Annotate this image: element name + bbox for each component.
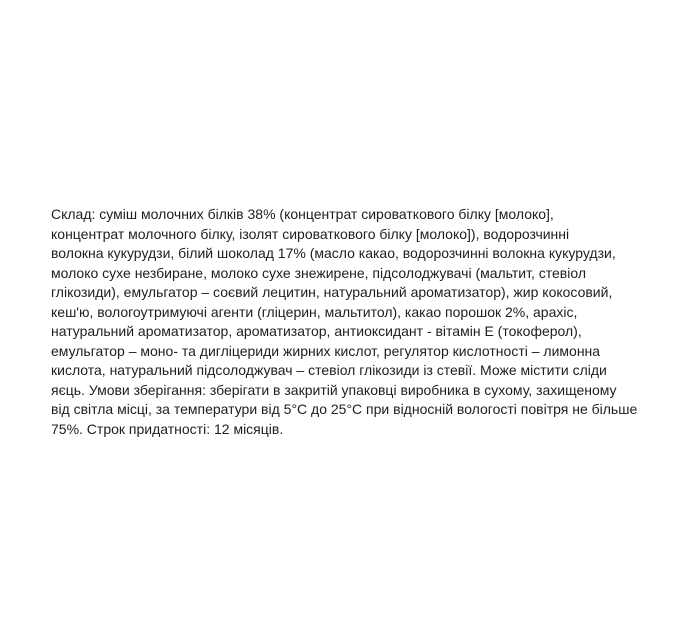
text-line: від світла місці, за температури від 5°C до 25°C при відносній вологості повітря не більше: [51, 401, 638, 417]
text-line: яєць. Умови зберігання: зберігати в закритій упаковці виробника в сухому, захищеному: [51, 381, 617, 398]
text-line: волокна кукурудзи, білий шоколад 17% (масло какао, водорозчинні волокна кукурудзи,: [51, 245, 616, 261]
text-line: концентрат молочного білку, ізолят сироваткового білку [молоко]), водорозчинні: [51, 225, 570, 242]
text-line: кеш'ю, вологоутримуючі агенти (гліцерин, мальтитол), какао порошок 2%, арахіс,: [51, 303, 578, 320]
text-line: кислота, натуральний підсолоджувач – стевіол глікозиди із стевії. Може містити сліди: [51, 362, 607, 378]
text-line: молоко сухе незбиране, молоко сухе знежирене, підсолоджувачі (мальтит, стевіол: [51, 264, 586, 281]
text-line: глікозиди), емульгатор – соєвий лецитин, натуральний ароматизатор), жир кокосовий,: [51, 284, 613, 300]
text-line: 75%. Строк придатності: 12 місяців.: [51, 420, 284, 437]
text-line: натуральний ароматизатор, ароматизатор, антиоксидант - вітамін Е (токоферол),: [51, 323, 582, 339]
text-line: емульгатор – моно- та дигліцериди жирних кислот, регулятор кислотності – лимонна: [51, 342, 601, 359]
text-line: Склад: суміш молочних білків 38% (концентрат сироваткового білку [молоко],: [51, 206, 554, 222]
ingredients-text-block: [51, 205, 651, 439]
